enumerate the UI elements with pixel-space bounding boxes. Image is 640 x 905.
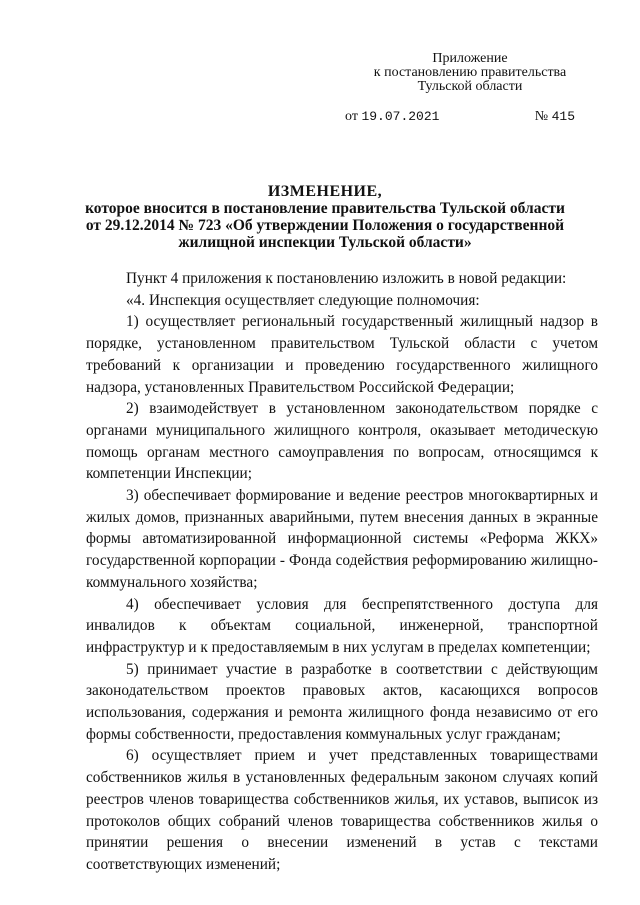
paragraph-item-3: 3) обеспечивает формирование и ведение реестров многоквартирных и жилых домов, признанных аварийными, путем внесения данных в экранные формы автоматизированной информационной системы «Реформа ЖКХ» государственной корпорации - Фонда содействия реформированию жилищно-коммунального хозяйства; xyxy=(86,487,598,591)
title-line: жилищной инспекции Тульской области» xyxy=(178,234,472,251)
title-line: которое вносится в постановление правительства Тульской области xyxy=(85,200,565,217)
document-title xyxy=(60,183,590,251)
number-field xyxy=(535,109,575,125)
document-body xyxy=(86,268,598,876)
appendix-block xyxy=(330,52,610,94)
title-heading: ИЗМЕНЕНИЕ, xyxy=(267,183,383,200)
paragraph-item-1: 1) осуществляет региональный государственный жилищный надзор в порядке, установленном правительством Тульской области с учетом требований к организации и проведению государственного жилищного надзора, установленных Правительством Российской Федерации; xyxy=(86,313,598,396)
date-value: 19.07.2021 xyxy=(361,109,440,124)
paragraph-item-2: 2) взаимодействует в установленном законодательством порядке с органами муниципального жилищного контроля, оказывает методическую помощь органам местного самоуправления по вопросам, относящимся к компетенции Инспекции; xyxy=(86,400,598,483)
appendix-line: Тульской области xyxy=(417,79,523,94)
appendix-line: Приложение xyxy=(432,51,508,66)
date-number-line xyxy=(345,109,575,125)
number-value: 415 xyxy=(551,109,575,124)
title-line: от 29.12.2014 № 723 «Об утверждении Положения о государственной xyxy=(85,217,565,234)
date-field xyxy=(345,109,439,125)
number-label: № xyxy=(534,109,549,124)
paragraph-item-6: 6) осуществляет прием и учет представленных товариществами собственников жилья в установленных федеральным законом случаях копий реестров членов товарищества собственников жилья, их уставов, выписок из протоколов общих собраний членов товарищества собственников жилья о принятии решения о внесении изменений в устав с текстами соответствующих изменений; xyxy=(86,747,598,873)
appendix-line: к постановлению правительства xyxy=(373,65,567,80)
date-label: от xyxy=(345,109,358,124)
paragraph-section-4: «4. Инспекция осуществляет следующие полномочия: xyxy=(126,291,480,309)
paragraph-item-5: 5) принимает участие в разработке в соответствии с действующим законодательством проектов правовых актов, касающихся вопросов использования, содержания и ремонта жилищного фонда независимо от его формы собственности, предоставления коммунальных услуг гражданам; xyxy=(86,660,598,743)
paragraph-intro: Пункт 4 приложения к постановлению изложить в новой редакции: xyxy=(126,270,567,287)
paragraph-item-4: 4) обеспечивает условия для беспрепятственного доступа для инвалидов к объектам социальной, инженерной, транспортной инфраструктур и к предоставляемым в них услугам в пределах компетенции; xyxy=(86,595,598,656)
